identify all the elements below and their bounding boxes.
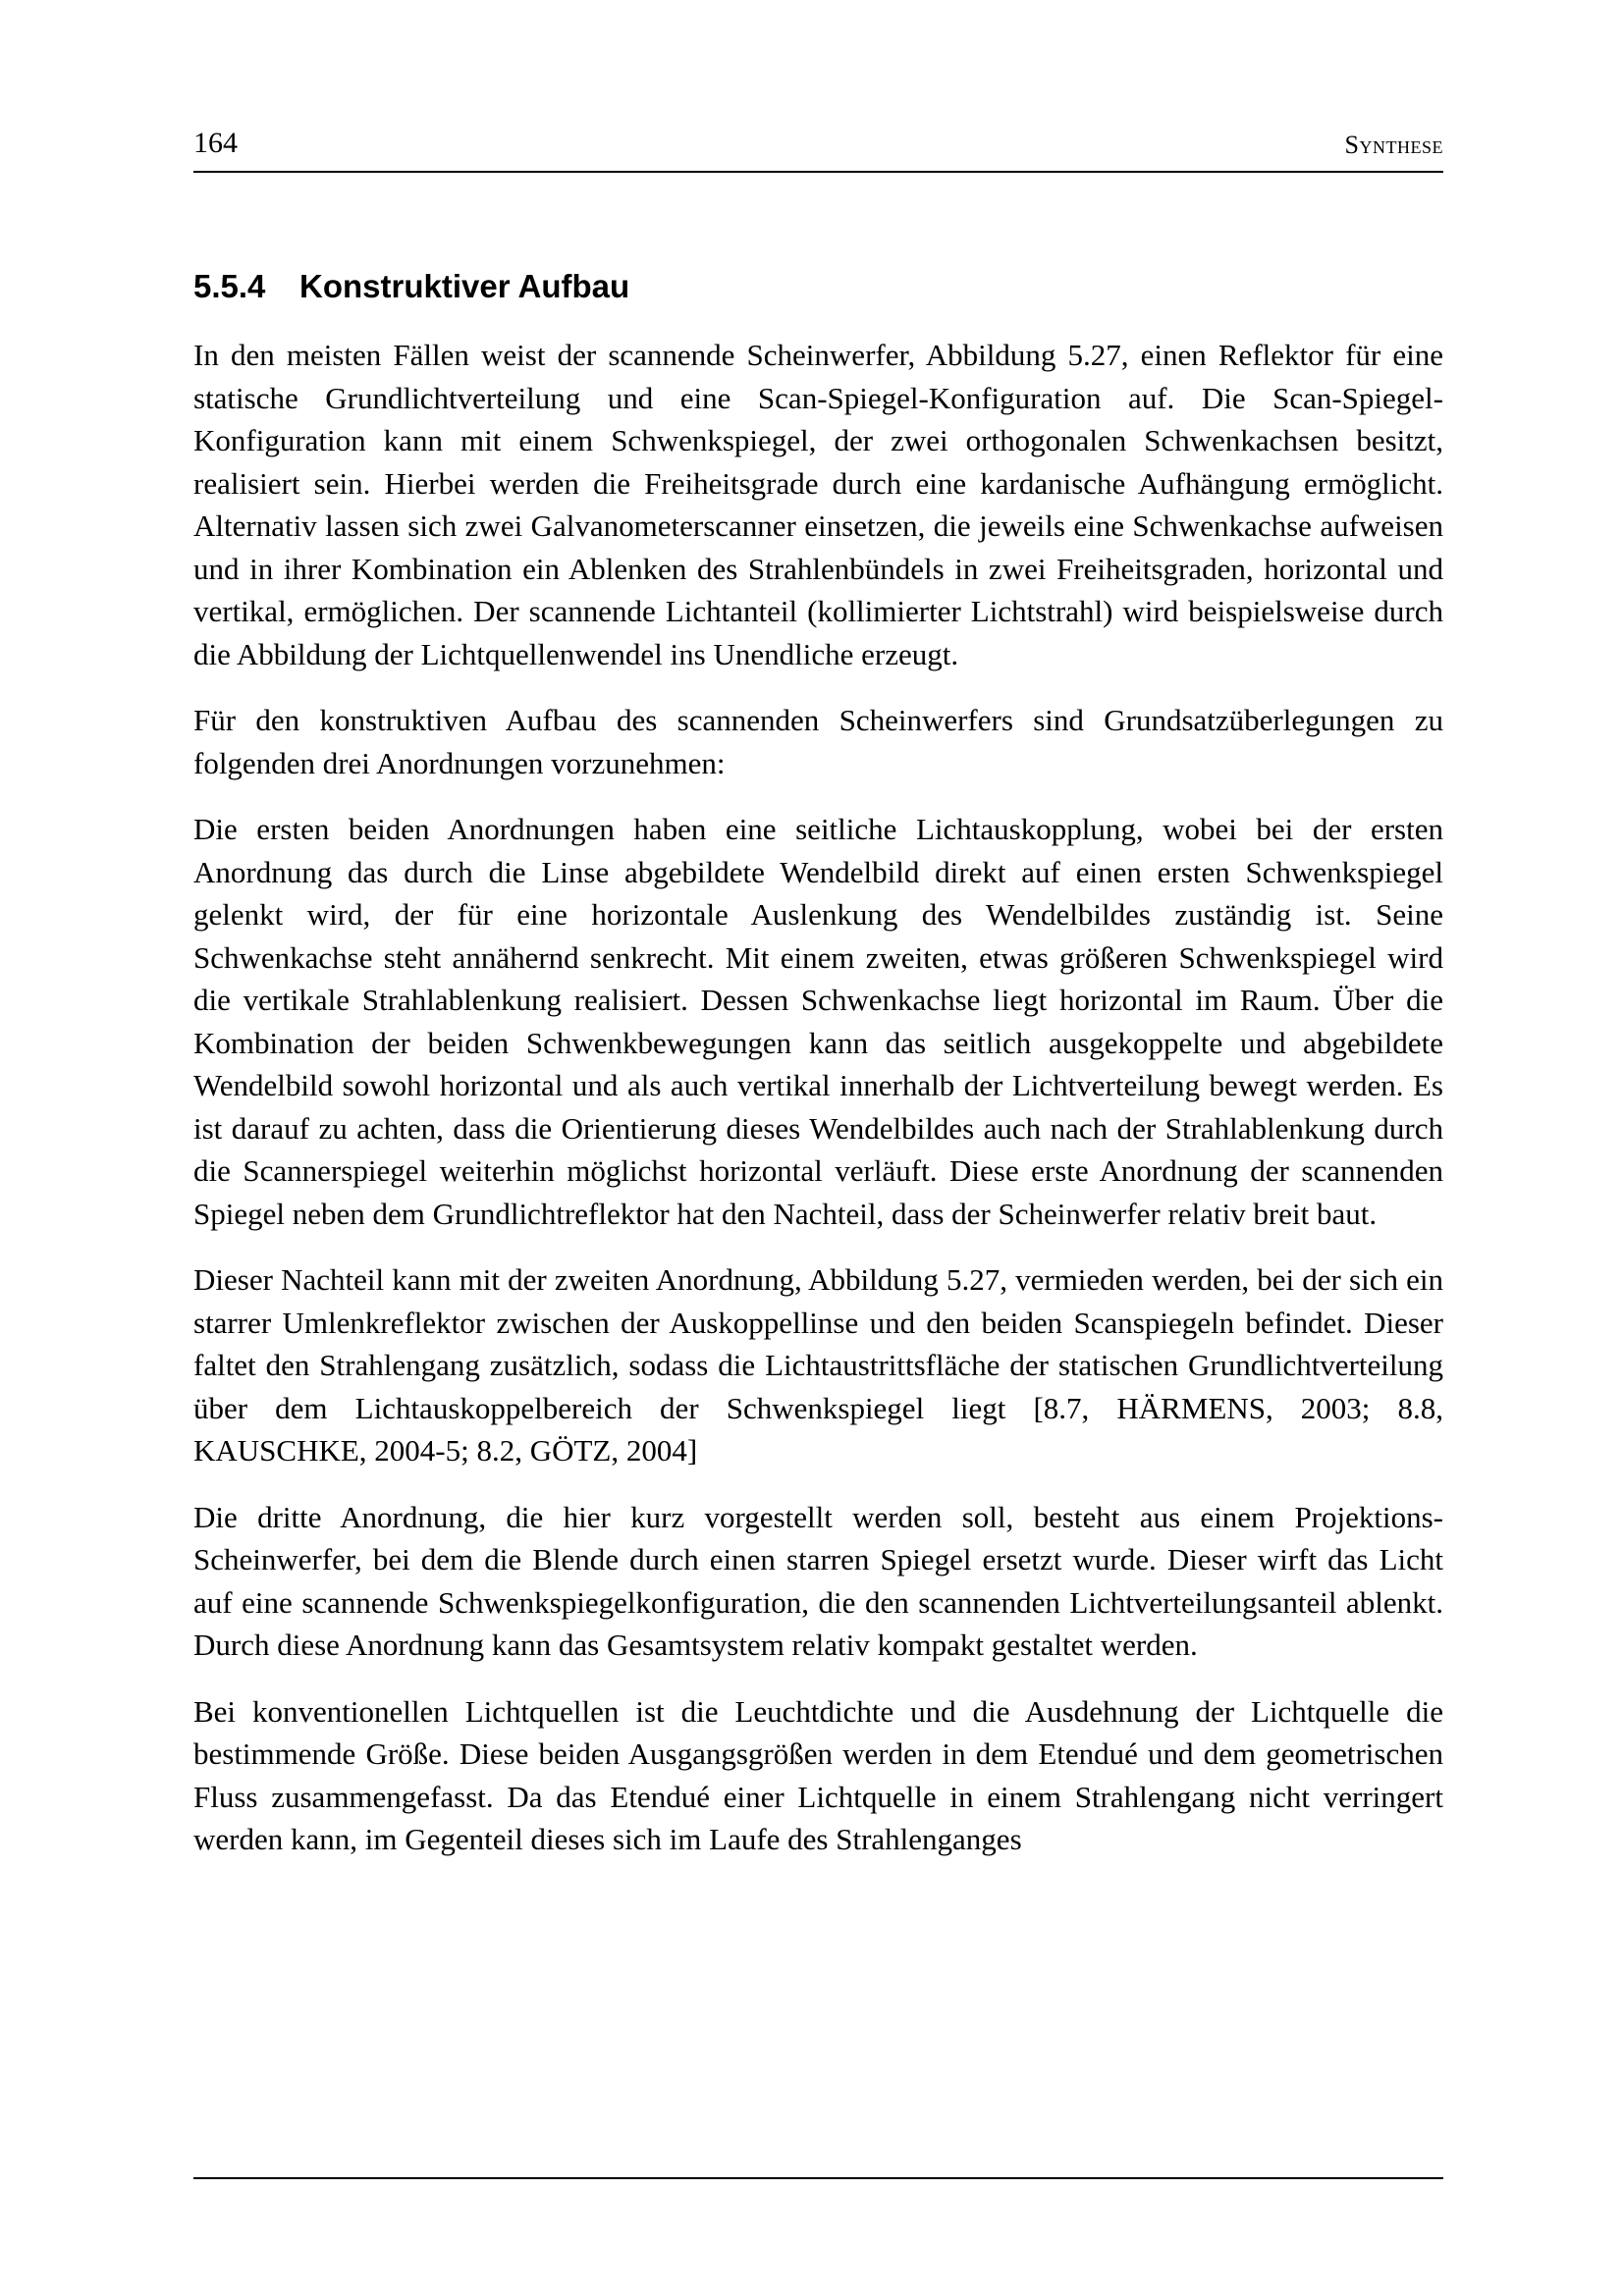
body-text bbox=[193, 334, 1443, 1885]
paragraph: In den meisten Fällen weist der scannende Scheinwerfer, Abbildung 5.27, einen Reflektor für eine statische Grundlichtverteilung und eine Scan-Spiegel-Konfiguration auf. Die Scan-Spiegel-Konfiguration kann mit einem Schwenkspiegel, der zwei orthogonalen Schwenkachsen besitzt, realisiert sein. Hierbei werden die Freiheitsgrade durch eine kardanische Aufhängung ermöglicht. Alternativ lassen sich zwei Galvanometerscanner einsetzen, die jeweils eine Schwenkachse aufweisen und in ihrer Kombination ein Ablenken des Strahlenbündels in zwei Freiheitsgraden, horizontal und vertikal, ermöglichen. Der scannende Lichtanteil (kollimierter Lichtstrahl) wird beispielsweise durch die Abbildung der Lichtquellenwendel ins Unendliche erzeugt. bbox=[193, 338, 1443, 671]
paragraph: Für den konstruktiven Aufbau des scannenden Scheinwerfers sind Grundsatzüberlegungen zu folgenden drei Anordnungen vorzunehmen: bbox=[193, 703, 1443, 780]
section-title: Konstruktiver Aufbau bbox=[299, 268, 630, 304]
page-number: 164 bbox=[193, 127, 238, 159]
chapter-title: Synthese bbox=[1344, 131, 1443, 159]
paragraph: Bei konventionellen Lichtquellen ist die Leuchtdichte und die Ausdehnung der Lichtquelle die bestimmende Größe. Diese beiden Ausgangsgrößen werden in dem Etendué und dem geometrischen Fluss zusammengefasst. Da das Etendué einer Lichtquelle in einem Strahlengang nicht verringert werden kann, im Gegenteil dieses sich im Laufe des Strahlenganges bbox=[193, 1693, 1443, 1856]
paragraph: Die dritte Anordnung, die hier kurz vorgestellt werden soll, besteht aus einem Projektions-Scheinwerfer, bei dem die Blende durch einen starren Spiegel ersetzt wurde. Dieser wirft das Licht auf eine scannende Schwenkspiegelkonfiguration, die den scannenden Lichtverteilungsanteil ablenkt. Durch diese Anordnung kann das Gesamtsystem relativ kompakt gestaltet werden. bbox=[193, 1499, 1443, 1662]
paragraph: Die ersten beiden Anordnungen haben eine seitliche Lichtauskopplung, wobei bei der ersten Anordnung das durch die Linse abgebildete Wendelbild direkt auf einen ersten Schwenkspiegel gelenkt wird, der für eine horizontale Auslenkung des Wendelbildes zuständig ist. Seine Schwenkachse steht annähernd senkrecht. Mit einem zweiten, etwas größeren Schwenkspiegel wird die vertikale Strahlablenkung realisiert. Dessen Schwenkachse liegt horizontal im Raum. Über die Kombination der beiden Schwenkbewegungen kann das seitlich ausgekoppelte und abgebildete Wendelbild sowohl horizontal und als auch vertikal innerhalb der Lichtverteilung bewegt werden. Es ist darauf zu achten, dass die Orientierung dieses Wendelbildes auch nach der Strahlablenkung durch die Scannerspiegel weiterhin möglichst horizontal verläuft. Diese erste Anordnung der scannenden Spiegel neben dem Grundlichtreflektor hat den Nachteil, dass der Scheinwerfer relativ breit baut. bbox=[193, 812, 1443, 1231]
section-number: 5.5.4 bbox=[193, 268, 266, 304]
running-header bbox=[193, 126, 1443, 173]
paragraph: Dieser Nachteil kann mit der zweiten Anordnung, Abbildung 5.27, vermieden werden, bei der sich ein starrer Umlenkreflektor zwischen der Auskoppellinse und den beiden Scanspiegeln befindet. Dieser faltet den Strahlengang zusätzlich, sodass die Lichtaustrittsfläche der statischen Grundlichtverteilung über dem Lichtauskoppelbereich der Schwenkspiegel liegt [8.7, HÄRMENS, 2003; 8.8, KAUSCHKE, 2004-5; 8.2, GÖTZ, 2004] bbox=[193, 1262, 1443, 1468]
section-heading bbox=[193, 267, 629, 306]
footer-rule bbox=[193, 2177, 1443, 2179]
